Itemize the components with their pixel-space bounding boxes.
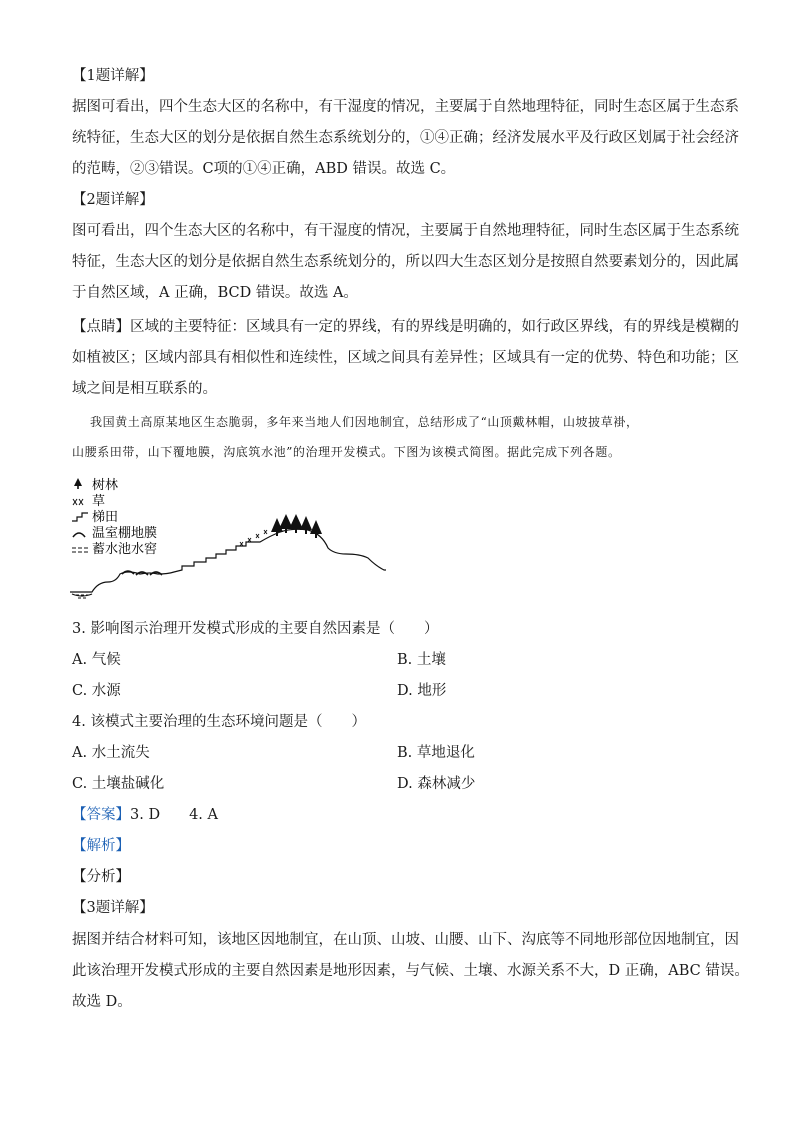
q3-detail-line: 故选 D。	[72, 994, 132, 1010]
question-3-option-a[interactable]: A. 气候	[72, 652, 121, 668]
q2-detail-line: 于自然区域，A 正确，BCD 错误。故选 A。	[72, 285, 358, 301]
legend-label-water-pond: 蓄水池水窖	[92, 542, 158, 557]
q1-detail-line: 的范畴，②③错误。C项的①④正确，ABD 错误。故选 C。	[72, 161, 456, 177]
tree-icon	[74, 478, 82, 489]
question-3-option-d[interactable]: D. 地形	[397, 683, 447, 699]
question-4-option-b[interactable]: B. 草地退化	[397, 745, 475, 761]
greenhouse-icon	[73, 533, 85, 537]
answer-line	[72, 805, 218, 825]
q2-detail-line: 特征，生态大区的划分是依据自然生态系统划分的，所以四大生态区划分是按照自然要素划分的，因此属	[72, 254, 739, 270]
analysis-label: 【解析】	[72, 838, 130, 854]
question-4-option-d[interactable]: D. 森林减少	[397, 776, 476, 792]
grass-icon	[73, 499, 83, 505]
question-3-option-b[interactable]: B. 土壤	[397, 652, 446, 668]
question-3-stem: 3. 影响图示治理开发模式形成的主要自然因素是（ ）	[72, 621, 439, 637]
q3-detail-heading: 【3题详解】	[72, 900, 154, 916]
q3-detail-line: 据图并结合材料可知，该地区因地制宜，在山顶、山坡、山腰、山下、沟底等不同地形部位因地制宜，因	[72, 932, 739, 948]
key-point-line: 【点睛】区域的主要特征：区域具有一定的界线，有的界线是明确的，如行政区界线，有的界线是模糊的	[72, 319, 739, 335]
water-pond-icon	[72, 548, 88, 552]
q1-detail-heading: 【1题详解】	[72, 68, 154, 84]
grass-marks	[240, 530, 267, 546]
legend-label-terrace: 梯田	[92, 510, 119, 525]
legend	[72, 477, 157, 557]
q2-detail-heading: 【2题详解】	[72, 192, 154, 208]
loess-terrace-diagram	[70, 474, 390, 604]
question-4-option-c[interactable]: C. 土壤盐碱化	[72, 776, 165, 792]
passage-line: 我国黄土高原某地区生态脆弱，多年来当地人们因地制宜，总结形成了“山顶戴林帽，山坡披草褂，	[90, 415, 639, 429]
question-3-option-c[interactable]: C. 水源	[72, 683, 121, 699]
answer-label: 【答案】	[72, 807, 130, 823]
passage-line: 山腰系田带，山下覆地膜，沟底筑水池”的治理开发模式。下图为该模式简图。据此完成下列各题。	[72, 445, 621, 459]
q3-detail-line: 此该治理开发模式形成的主要自然因素是地形因素，与气候、土壤、水源关系不大，D 正确，ABC 错误。	[72, 963, 749, 979]
terrace-icon	[72, 513, 88, 521]
fenxi-label: 【分析】	[72, 869, 130, 885]
legend-label-greenhouse: 温室棚地膜	[92, 526, 158, 541]
key-point-line: 域之间是相互联系的。	[72, 381, 217, 397]
q2-detail-line: 图可看出，四个生态大区的名称中，有干湿度的情况，主要属于自然地理特征，同时生态区属于生态系统	[72, 223, 739, 239]
tree-marks	[271, 514, 322, 538]
question-4-option-a[interactable]: A. 水土流失	[72, 745, 150, 761]
q1-detail-line: 统特征，生态大区的划分是依据自然生态系统划分的，①④正确；经济发展水平及行政区划属于社会经济	[72, 130, 739, 146]
q1-detail-line: 据图可看出，四个生态大区的名称中，有干湿度的情况，主要属于自然地理特征，同时生态区属于生态系	[72, 99, 739, 115]
question-4-stem: 4. 该模式主要治理的生态环境问题是（ ）	[72, 714, 366, 730]
answer-text: 3. D 4. A	[130, 807, 218, 823]
legend-label-grass: 草	[92, 494, 106, 509]
legend-label-forest: 树林	[92, 478, 119, 493]
key-point-line: 如植被区；区域内部具有相似性和连续性，区域之间具有差异性；区域具有一定的优势、特色和功能；区	[72, 350, 739, 366]
